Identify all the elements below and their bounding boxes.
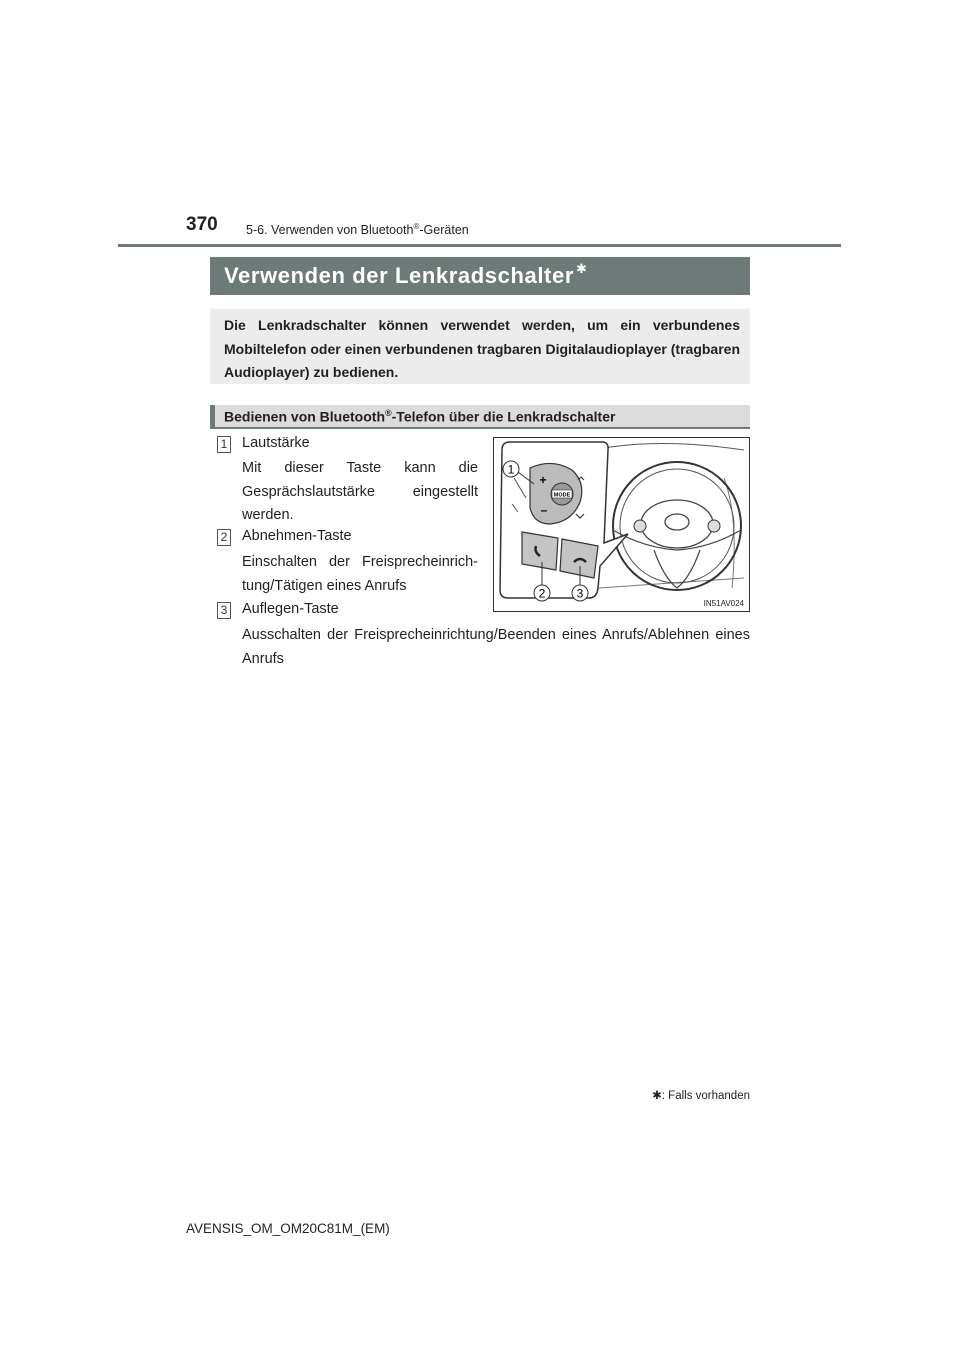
item-desc-answer: Einschalten der Freisprecheinrich-tung/Tätigen eines Anrufs [242,554,478,594]
subheading-accent [210,405,215,427]
callout-3: 3 [576,586,584,601]
item-number-1: 1 [217,436,231,453]
registered-mark: ® [385,408,392,418]
document-code: AVENSIS_OM_OM20C81M_(EM) [186,1221,390,1236]
callout-1: 1 [507,462,515,477]
registered-mark: ® [413,222,420,231]
steering-wheel-illustration [494,438,749,611]
item-number-2: 2 [217,529,231,546]
optional-marker-icon: ✱ [575,261,588,276]
item-title-answer: Abnehmen-Taste [242,528,352,544]
plus-glyph: + [539,473,547,487]
minus-glyph: – [540,503,548,517]
subheading [224,408,615,425]
item-desc-hangup: Ausschalten der Freisprecheinrichtung/Beenden eines Anrufs/Ablehnen eines Anrufs [242,627,750,667]
page-title-bar [210,257,750,295]
section-title [246,222,469,237]
footnote-text: : Falls vorhanden [661,1090,750,1102]
footnote-marker-icon: ✱ [652,1090,662,1102]
steering-switch-figure [493,437,750,612]
subheading-suffix: -Telefon über die Lenkradschalter [391,408,616,425]
mode-label: MODE [553,492,571,499]
figure-code: IN51AV024 [703,599,744,608]
page-title: Verwenden der Lenkradschalter [224,263,574,288]
section-suffix: -Geräten [419,223,469,238]
page-number: 370 [186,214,218,235]
item-title-volume: Lautstärke [242,435,310,451]
header-rule [118,244,841,247]
item-title-hangup: Auflegen-Taste [242,601,339,617]
steering-wheel [613,462,741,590]
subheading-bar [210,405,750,429]
item-number-3: 3 [217,602,231,619]
footnote [630,1088,750,1102]
section-prefix: 5-6. Verwenden von Bluetooth [246,223,414,238]
intro-paragraph: Die Lenkradschalter können verwendet werden, um ein verbundenes Mobiltelefon oder einen verbundenen tragbaren Digitalaudioplayer (tragbaren Audioplayer) zu bedienen. [210,309,750,384]
callout-2: 2 [538,586,546,601]
item-desc-volume: Mit dieser Taste kann die Gesprächslautstärke eingestellt werden. [242,460,478,523]
subheading-prefix: Bedienen von Bluetooth [224,408,385,425]
